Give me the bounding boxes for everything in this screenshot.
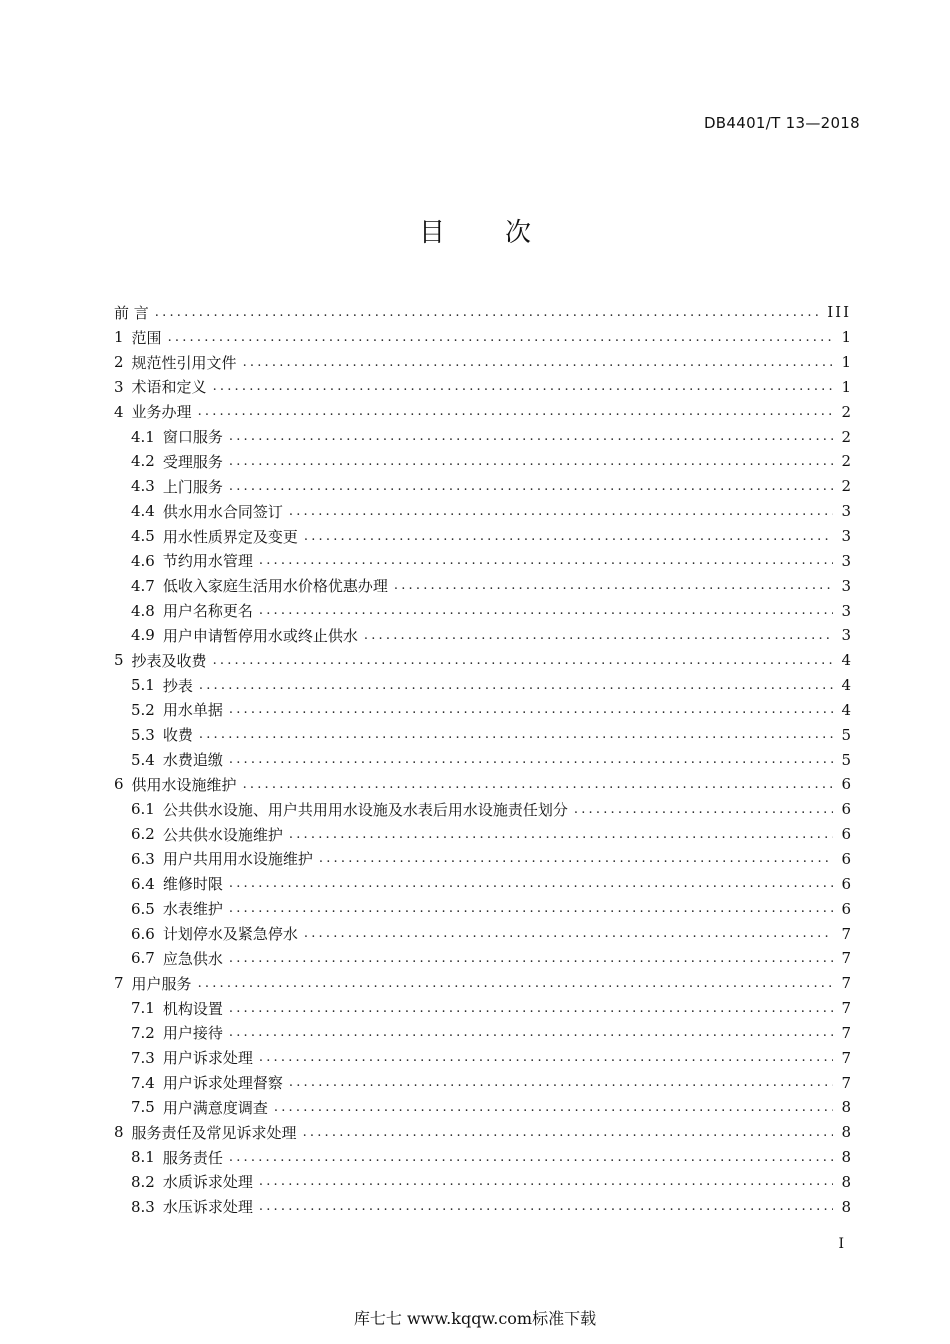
toc-entry-number: 6	[114, 775, 124, 794]
toc-leader-dots	[229, 876, 834, 891]
title-char-1: 目	[418, 218, 445, 248]
toc-entry-number: 6.1	[131, 800, 155, 819]
toc-entry-page: 7	[841, 1073, 851, 1092]
toc-entry[interactable]	[114, 1020, 851, 1045]
toc-entry-label: 公共供水设施、用户共用用水设施及水表后用水设施责任划分	[162, 800, 568, 819]
toc-entry-page: 3	[841, 551, 851, 570]
toc-entry-label: 节约用水管理	[162, 552, 253, 571]
page-title	[0, 212, 950, 249]
toc-leader-dots	[198, 976, 834, 991]
toc-entry-page: 5	[841, 725, 851, 744]
toc-entry-label: 机构设置	[162, 999, 223, 1018]
toc-leader-dots	[229, 454, 834, 469]
toc-entry-page: 6	[841, 800, 851, 819]
toc-leader-dots	[229, 951, 834, 966]
toc-leader-dots	[229, 479, 834, 494]
toc-entry[interactable]	[114, 598, 851, 623]
toc-leader-dots	[229, 429, 834, 444]
standard-code: DB4401/T 13—2018	[703, 114, 860, 132]
toc-leader-dots	[319, 851, 834, 866]
toc-entry-number: 4.8	[131, 601, 155, 620]
toc-entry[interactable]	[114, 847, 851, 872]
toc-leader-dots	[394, 578, 834, 593]
toc-leader-dots	[259, 1174, 834, 1189]
toc-entry-page: 3	[841, 502, 851, 521]
toc-leader-dots	[213, 379, 834, 394]
toc-entry[interactable]	[114, 871, 851, 896]
toc-entry[interactable]	[114, 698, 851, 723]
toc-entry-number: 5.2	[131, 700, 155, 719]
toc-entry-label: 用户共用用水设施维护	[162, 850, 313, 869]
toc-entry[interactable]	[114, 673, 851, 698]
toc-entry-number: 2	[114, 353, 124, 372]
toc-entry-label: 业务办理	[131, 403, 192, 422]
toc-entry-label: 窗口服务	[162, 428, 223, 447]
toc-entry-page: 1	[841, 377, 851, 396]
toc-entry-label: 供用水设施维护	[131, 775, 237, 794]
toc-entry-page: 6	[841, 849, 851, 868]
toc-entry-label: 服务责任及常见诉求处理	[131, 1123, 297, 1142]
toc-entry-label: 公共供水设施维护	[162, 825, 283, 844]
toc-entry-page: 7	[841, 999, 851, 1018]
toc-entry-number: 7.1	[131, 999, 155, 1018]
toc-entry-number: 8	[114, 1123, 124, 1142]
toc-entry-label: 水质诉求处理	[162, 1173, 253, 1192]
toc-entry-page: 8	[841, 1123, 851, 1142]
toc-entry-number: 6.4	[131, 874, 155, 893]
toc-entry-number: 4	[114, 402, 124, 421]
toc-entry-page: 7	[841, 924, 851, 943]
toc-entry-label: 服务责任	[162, 1148, 223, 1167]
toc-leader-dots	[229, 1150, 834, 1165]
toc-entry-page: 2	[841, 402, 851, 421]
toc-entry-page: 1	[841, 328, 851, 347]
toc-entry[interactable]	[114, 1045, 851, 1070]
toc-entry-number: 4.1	[131, 427, 155, 446]
toc-entry-label: 用户诉求处理	[162, 1049, 253, 1068]
toc-entry[interactable]	[114, 350, 851, 375]
toc-entry-number: 5.4	[131, 750, 155, 769]
toc-entry[interactable]	[114, 1095, 851, 1120]
toc-entry-label: 受理服务	[162, 452, 223, 471]
toc-entry-number: 4.4	[131, 502, 155, 521]
toc-entry-page: 1	[841, 353, 851, 372]
toc-entry[interactable]	[114, 921, 851, 946]
toc-entry-number: 7.3	[131, 1048, 155, 1067]
toc-entry-number: 4.5	[131, 527, 155, 546]
toc-entry[interactable]	[114, 449, 851, 474]
toc-entry-number: 8.2	[131, 1172, 155, 1191]
toc-leader-dots	[213, 653, 834, 668]
toc-entry-page: 3	[841, 601, 851, 620]
toc-entry-label: 维修时限	[162, 875, 223, 894]
toc-entry-label: 水费追缴	[162, 751, 223, 770]
toc-entry[interactable]	[114, 797, 851, 822]
toc-leader-dots	[574, 802, 834, 817]
toc-entry[interactable]	[114, 499, 851, 524]
toc-entry[interactable]	[114, 747, 851, 772]
toc-entry-label: 用户接待	[162, 1024, 223, 1043]
toc-entry-page: 3	[841, 527, 851, 546]
toc-leader-dots	[155, 305, 819, 320]
toc-leader-dots	[259, 553, 834, 568]
toc-entry-page: 8	[841, 1098, 851, 1117]
toc-entry-label: 用户服务	[131, 974, 192, 993]
toc-entry-number: 8.1	[131, 1148, 155, 1167]
toc-entry-number: 6.3	[131, 849, 155, 868]
toc-entry-page: 4	[841, 676, 851, 695]
toc-entry[interactable]	[114, 722, 851, 747]
toc-entry-number: 5.3	[131, 725, 155, 744]
toc-entry-number: 4.6	[131, 551, 155, 570]
toc-entry-label: 低收入家庭生活用水价格优惠办理	[162, 577, 388, 596]
toc-entry[interactable]	[114, 524, 851, 549]
toc-entry[interactable]	[114, 548, 851, 573]
toc-entry-page: 7	[841, 949, 851, 968]
toc-entry-page: 8	[841, 1197, 851, 1216]
toc-leader-dots	[259, 603, 834, 618]
toc-entry-label: 用户诉求处理督察	[162, 1074, 283, 1093]
toc-leader-dots	[229, 901, 834, 916]
toc-entry-number: 6.5	[131, 899, 155, 918]
toc-entry-label: 用水性质界定及变更	[162, 527, 298, 546]
toc-entry-page: 7	[841, 974, 851, 993]
toc-entry-page: 2	[841, 427, 851, 446]
toc-entry-number: 7.5	[131, 1098, 155, 1117]
toc-leader-dots	[198, 404, 834, 419]
page-number: I	[838, 1236, 844, 1252]
toc-leader-dots	[304, 529, 834, 544]
toc-entry-label: 用户名称更名	[162, 602, 253, 621]
toc-leader-dots	[243, 355, 834, 370]
toc-entry-label: 抄表	[162, 676, 193, 695]
toc-entry-label: 前 言	[114, 303, 149, 322]
toc-entry-page: 7	[841, 1048, 851, 1067]
toc-entry-page: 4	[841, 700, 851, 719]
toc-entry-page: 6	[841, 775, 851, 794]
toc-entry-number: 7	[114, 974, 124, 993]
toc-entry-page: III	[827, 303, 851, 322]
toc-entry-number: 7.4	[131, 1073, 155, 1092]
toc-entry-label: 收费	[162, 726, 193, 745]
toc-entry-page: 3	[841, 576, 851, 595]
toc-entry-page: 6	[841, 899, 851, 918]
toc-entry-number: 1	[114, 328, 124, 347]
toc-entry-number: 5	[114, 651, 124, 670]
toc-entry-number: 5.1	[131, 676, 155, 695]
toc-entry-page: 6	[841, 874, 851, 893]
toc-entry-label: 术语和定义	[131, 378, 207, 397]
toc-entry[interactable]	[114, 772, 851, 797]
footer-watermark: 库七七 www.kqqw.com标准下载	[353, 1309, 597, 1328]
toc-entry-number: 6.7	[131, 949, 155, 968]
toc-entry-label: 水表维护	[162, 900, 223, 919]
toc-leader-dots	[243, 777, 834, 792]
toc-entry[interactable]	[114, 648, 851, 673]
toc-entry-label: 用水单据	[162, 701, 223, 720]
toc-entry-number: 3	[114, 377, 124, 396]
toc-entry[interactable]	[114, 1120, 851, 1145]
toc-entry-label: 用户申请暂停用水或终止供水	[162, 626, 358, 645]
toc-leader-dots	[289, 1075, 834, 1090]
toc-entry[interactable]	[114, 573, 851, 598]
toc-entry[interactable]	[114, 1170, 851, 1195]
toc-entry-number: 4.7	[131, 576, 155, 595]
toc-leader-dots	[289, 504, 834, 519]
toc-entry[interactable]	[114, 1070, 851, 1095]
toc-entry-number: 4.9	[131, 626, 155, 645]
toc-entry-number: 6.6	[131, 924, 155, 943]
toc-entry[interactable]	[114, 375, 851, 400]
toc-leader-dots	[259, 1050, 834, 1065]
toc-entry-number: 6.2	[131, 825, 155, 844]
toc-entry-label: 范围	[131, 328, 162, 347]
toc-leader-dots	[303, 1125, 834, 1140]
toc-entry-label: 应急供水	[162, 949, 223, 968]
toc-leader-dots	[259, 1199, 834, 1214]
toc-entry[interactable]	[114, 474, 851, 499]
toc-entry[interactable]	[114, 1194, 851, 1219]
toc-leader-dots	[274, 1100, 834, 1115]
toc-entry-page: 2	[841, 477, 851, 496]
toc-entry-label: 上门服务	[162, 477, 223, 496]
toc-entry-number: 8.3	[131, 1197, 155, 1216]
toc-leader-dots	[229, 752, 834, 767]
toc-entry[interactable]	[114, 971, 851, 996]
toc-entry-label: 抄表及收费	[131, 651, 207, 670]
toc-entry-page: 6	[841, 825, 851, 844]
table-of-contents	[114, 300, 851, 1219]
toc-entry[interactable]	[114, 822, 851, 847]
toc-entry-page: 2	[841, 452, 851, 471]
toc-entry-page: 8	[841, 1172, 851, 1191]
toc-entry[interactable]	[114, 896, 851, 921]
toc-entry[interactable]	[114, 325, 851, 350]
toc-entry-label: 供水用水合同签订	[162, 502, 283, 521]
toc-entry-label: 用户满意度调查	[162, 1098, 268, 1117]
toc-leader-dots	[364, 628, 834, 643]
toc-entry-number: 4.3	[131, 477, 155, 496]
title-char-2: 次	[505, 218, 532, 248]
toc-leader-dots	[199, 727, 834, 742]
toc-entry[interactable]	[114, 1145, 851, 1170]
toc-entry[interactable]	[114, 996, 851, 1021]
toc-leader-dots	[229, 1025, 834, 1040]
toc-leader-dots	[168, 330, 834, 345]
toc-entry-number: 4.2	[131, 452, 155, 471]
toc-entry[interactable]	[114, 300, 851, 325]
toc-entry-label: 规范性引用文件	[131, 353, 237, 372]
toc-leader-dots	[199, 678, 834, 693]
toc-leader-dots	[229, 702, 834, 717]
toc-leader-dots	[289, 827, 834, 842]
toc-leader-dots	[229, 1001, 834, 1016]
toc-entry-page: 5	[841, 750, 851, 769]
toc-leader-dots	[304, 926, 834, 941]
toc-entry-label: 水压诉求处理	[162, 1198, 253, 1217]
toc-entry-page: 3	[841, 626, 851, 645]
toc-entry-page: 8	[841, 1148, 851, 1167]
toc-entry-page: 7	[841, 1023, 851, 1042]
toc-entry[interactable]	[114, 424, 851, 449]
toc-entry-number: 7.2	[131, 1023, 155, 1042]
toc-entry-page: 4	[841, 651, 851, 670]
toc-entry-label: 计划停水及紧急停水	[162, 925, 298, 944]
toc-entry[interactable]	[114, 399, 851, 424]
toc-entry[interactable]	[114, 623, 851, 648]
toc-entry[interactable]	[114, 946, 851, 971]
